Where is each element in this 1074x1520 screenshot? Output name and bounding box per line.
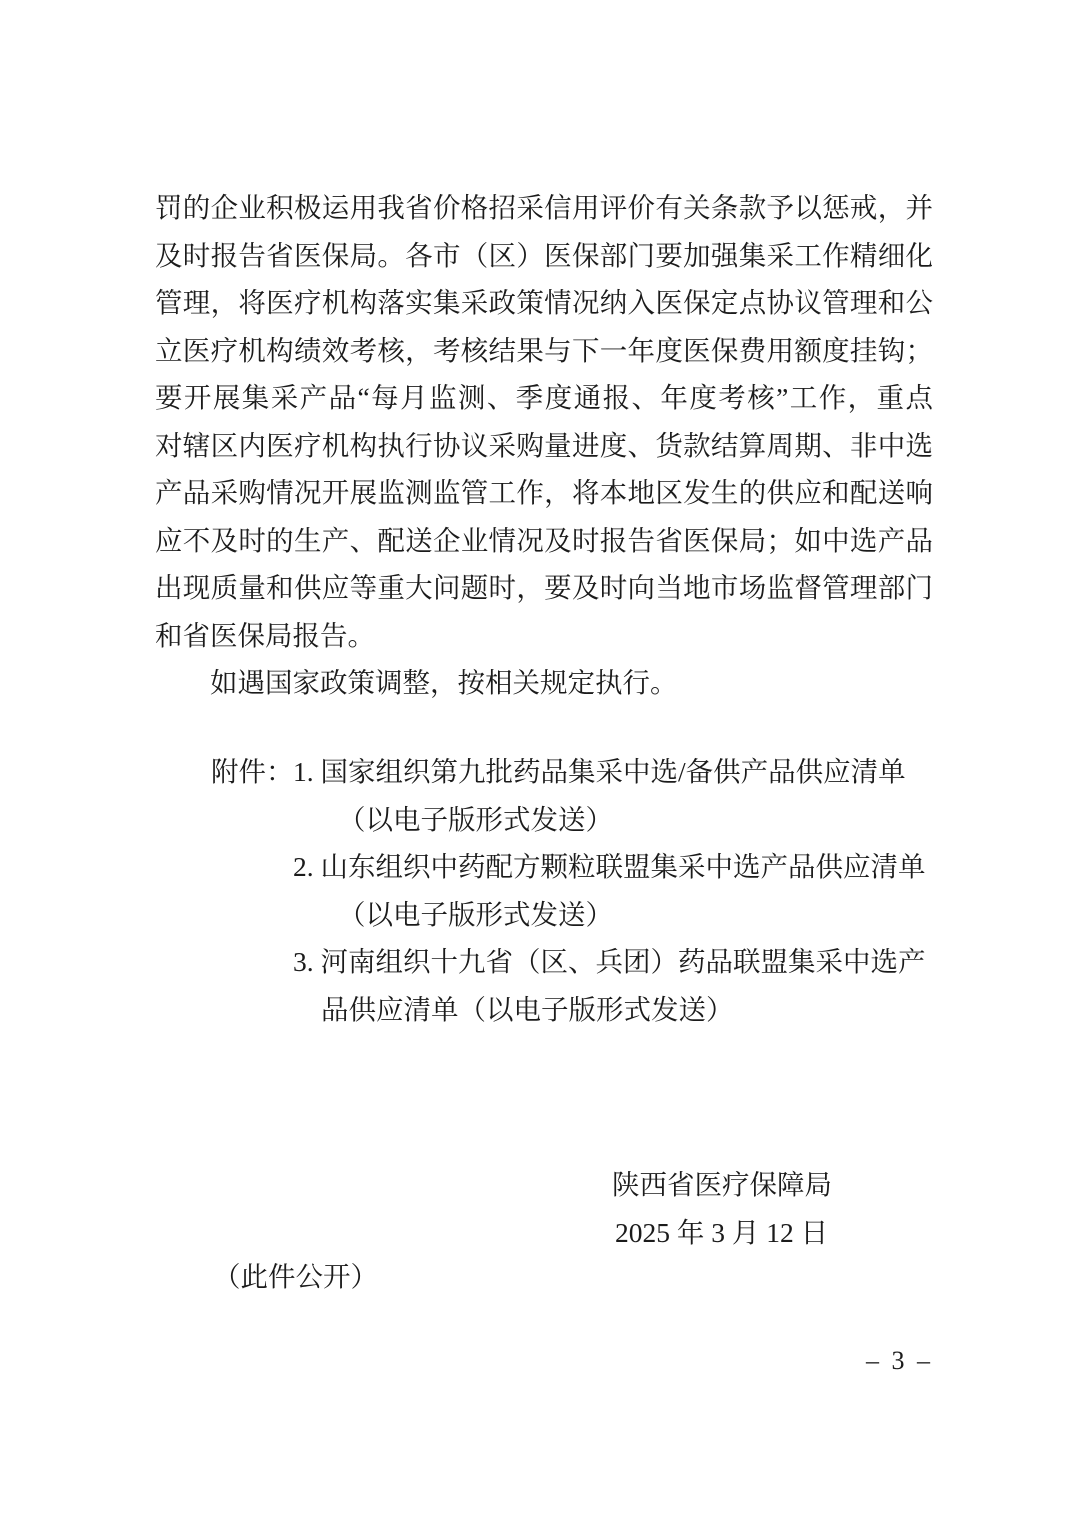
body-line: 产品采购情况开展监测监管工作，将本地区发生的供应和配送响 <box>155 477 933 508</box>
body-line: 罚的企业积极运用我省价格招采信用评价有关条款予以惩戒，并 <box>155 192 933 223</box>
attachment-item-2-line-2: （以电子版形式发送） <box>338 899 613 930</box>
body-line: 和省医保局报告。 <box>155 619 375 651</box>
attachments-label: 附件： <box>211 756 294 787</box>
page-number: – 3 – <box>866 1346 933 1375</box>
attachment-item-1-line-2: （以电子版形式发送） <box>338 804 613 835</box>
body-line: 要开展集采产品“每月监测、季度通报、年度考核”工作，重点 <box>155 382 933 413</box>
body-line: 管理，将医疗机构落实集采政策情况纳入医保定点协议管理和公 <box>155 287 933 318</box>
signature-date: 2025 年 3 月 12 日 <box>615 1217 829 1248</box>
body-paragraphs <box>155 184 933 707</box>
attachment-item-1-line-1: 1. 国家组织第九批药品集采中选/备供产品供应清单 <box>293 756 906 787</box>
body-line: 应不及时的生产、配送企业情况及时报告省医保局；如中选产品 <box>155 524 933 556</box>
body-line-policy-note: 如遇国家政策调整，按相关规定执行。 <box>210 667 678 698</box>
body-line: 出现质量和供应等重大问题时，要及时向当地市场监督管理部门 <box>155 572 933 603</box>
attachment-item-3-line-1: 3. 河南组织十九省（区、兵团）药品联盟集采中选产 <box>293 946 926 977</box>
body-line: 对辖区内医疗机构执行协议采购量进度、货款结算周期、非中选 <box>155 429 933 461</box>
public-disclosure-note: （此件公开） <box>213 1261 378 1292</box>
body-line: 及时报告省医保局。各市（区）医保部门要加强集采工作精细化 <box>155 239 933 271</box>
signature-organization: 陕西省医疗保障局 <box>612 1169 832 1200</box>
attachment-item-3-line-2: 品供应清单（以电子版形式发送） <box>321 994 734 1025</box>
body-line: 立医疗机构绩效考核，考核结果与下一年度医保费用额度挂钩； <box>155 334 933 366</box>
attachment-item-2-line-1: 2. 山东组织中药配方颗粒联盟集采中选产品供应清单 <box>293 851 926 882</box>
